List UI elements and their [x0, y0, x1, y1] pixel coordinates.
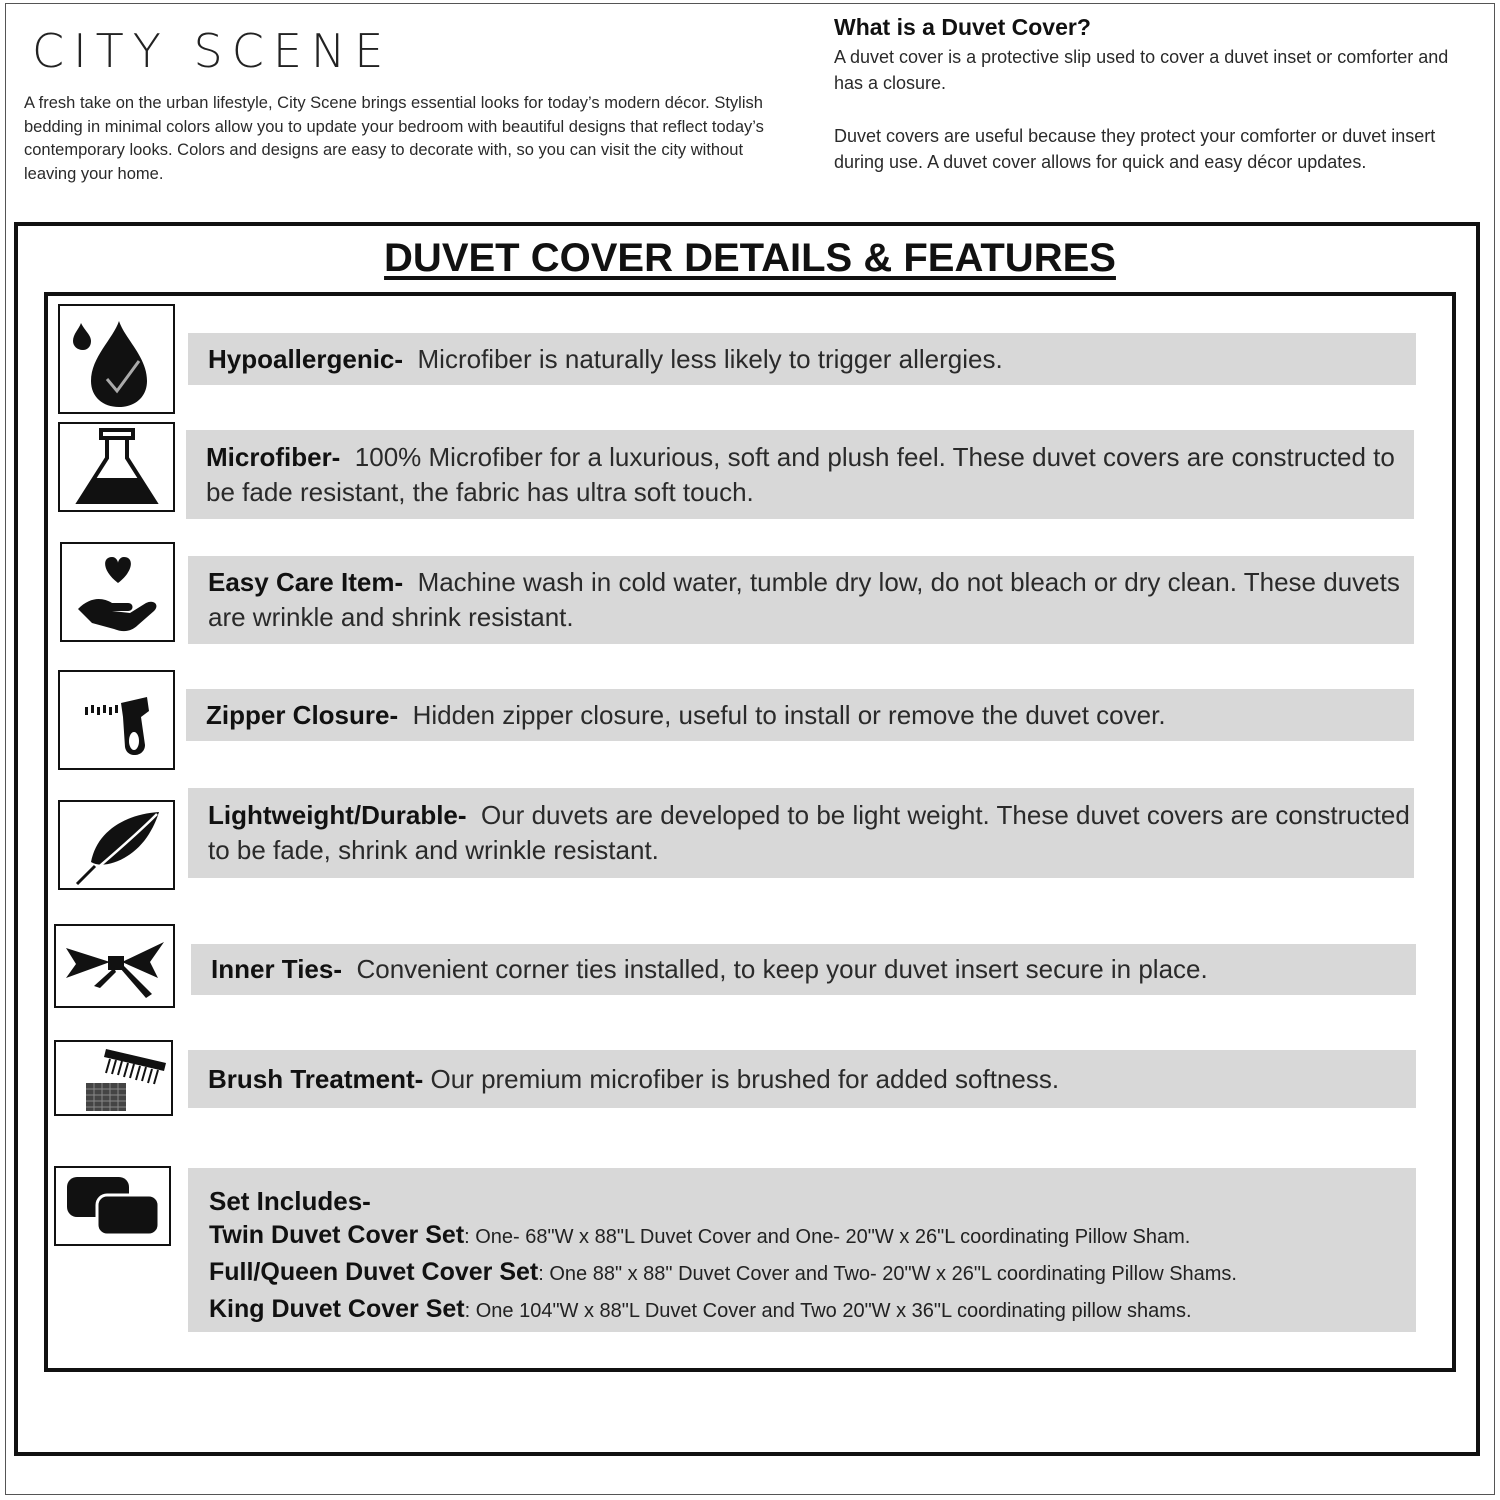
set-includes-title: Set Includes- — [209, 1186, 371, 1216]
feature-title: Zipper Closure- — [206, 699, 399, 730]
set-item-text: : One- 68"W x 88"L Duvet Cover and One- 20"W x 26"L coordinating Pillow Sham. — [464, 1226, 1191, 1248]
brand-logo: CITY SCENE — [32, 24, 393, 78]
feature-title: Brush Treatment- — [208, 1063, 424, 1094]
set-item-text: : One 104"W x 88"L Duvet Cover and Two 20"W x 36"L coordinating pillow shams. — [464, 1300, 1192, 1322]
feature-title: Easy Care Item- — [208, 567, 404, 597]
set-item-label: Twin Duvet Cover Set — [209, 1221, 465, 1249]
bow-tie-icon — [54, 924, 175, 1008]
brand-intro: A fresh take on the urban lifestyle, City Scene brings essential looks for today’s modern décor. Stylish bedding in minimal colors allow you to update your bedroom with beautiful designs that reflect today’s contemporary looks. Colors and designs are easy to decorate with, so you can visit the city without leaving your home. — [24, 94, 764, 183]
set-item-label: Full/Queen Duvet Cover Set — [209, 1258, 539, 1286]
feature-text: Our premium microfiber is brushed for added softness. — [430, 1063, 1060, 1094]
set-item-twin — [209, 1218, 1416, 1255]
what-is-duvet-paragraph-1: A duvet cover is a protective slip used to cover a duvet inset or comforter and has a closure. — [834, 47, 1449, 93]
feature-hypoallergenic — [188, 333, 1416, 385]
set-item-text: : One 88" x 88" Duvet Cover and Two- 20"W x 26"L coordinating Pillow Shams. — [538, 1263, 1237, 1285]
feature-text: 100% Microfiber for a luxurious, soft and plush feel. These duvet covers are constructed to be fade resistant, the fabric has ultra soft touch. — [206, 441, 1395, 507]
brush-fabric-icon — [54, 1040, 173, 1116]
features-heading: DUVET COVER DETAILS & FEATURES — [384, 236, 1116, 280]
feature-brush-treatment — [188, 1050, 1416, 1108]
feature-microfiber — [186, 430, 1414, 519]
feature-title: Microfiber- — [206, 441, 341, 472]
set-includes-panel — [188, 1168, 1416, 1332]
feather-icon — [58, 800, 175, 890]
feature-inner-ties — [191, 944, 1416, 995]
flask-icon — [58, 422, 175, 512]
water-drop-check-icon — [58, 304, 175, 414]
feature-zipper-closure — [186, 689, 1414, 741]
zipper-icon — [58, 670, 175, 770]
feature-text: Machine wash in cold water, tumble dry low, do not bleach or dry clean. These duvets are wrinkle and shrink resistant. — [208, 567, 1400, 632]
pillow-shams-icon — [54, 1166, 171, 1246]
feature-easy-care — [188, 556, 1414, 644]
feature-title: Lightweight/Durable- — [208, 800, 467, 830]
feature-text: Our duvets are developed to be light weight. These duvet covers are constructed to be fade, shrink and wrinkle resistant. — [208, 800, 1410, 865]
feature-text: Hidden zipper closure, useful to install or remove the duvet cover. — [412, 699, 1166, 730]
feature-lightweight-durable — [188, 788, 1414, 878]
feature-text: Microfiber is naturally less likely to trigger allergies. — [417, 343, 1003, 374]
feature-title: Hypoallergenic- — [208, 343, 404, 374]
set-item-king — [209, 1292, 1416, 1329]
what-is-duvet-paragraph-2: Duvet covers are useful because they protect your comforter or duvet insert during use. A duvet cover allows for quick and easy décor updates. — [834, 126, 1436, 172]
what-is-duvet-heading: What is a Duvet Cover? — [834, 14, 1091, 40]
set-item-label: King Duvet Cover Set — [209, 1295, 465, 1323]
hand-heart-icon — [60, 542, 175, 642]
set-item-full-queen — [209, 1255, 1416, 1292]
feature-title: Inner Ties- — [211, 954, 343, 984]
feature-text: Convenient corner ties installed, to keep your duvet insert secure in place. — [356, 954, 1208, 984]
